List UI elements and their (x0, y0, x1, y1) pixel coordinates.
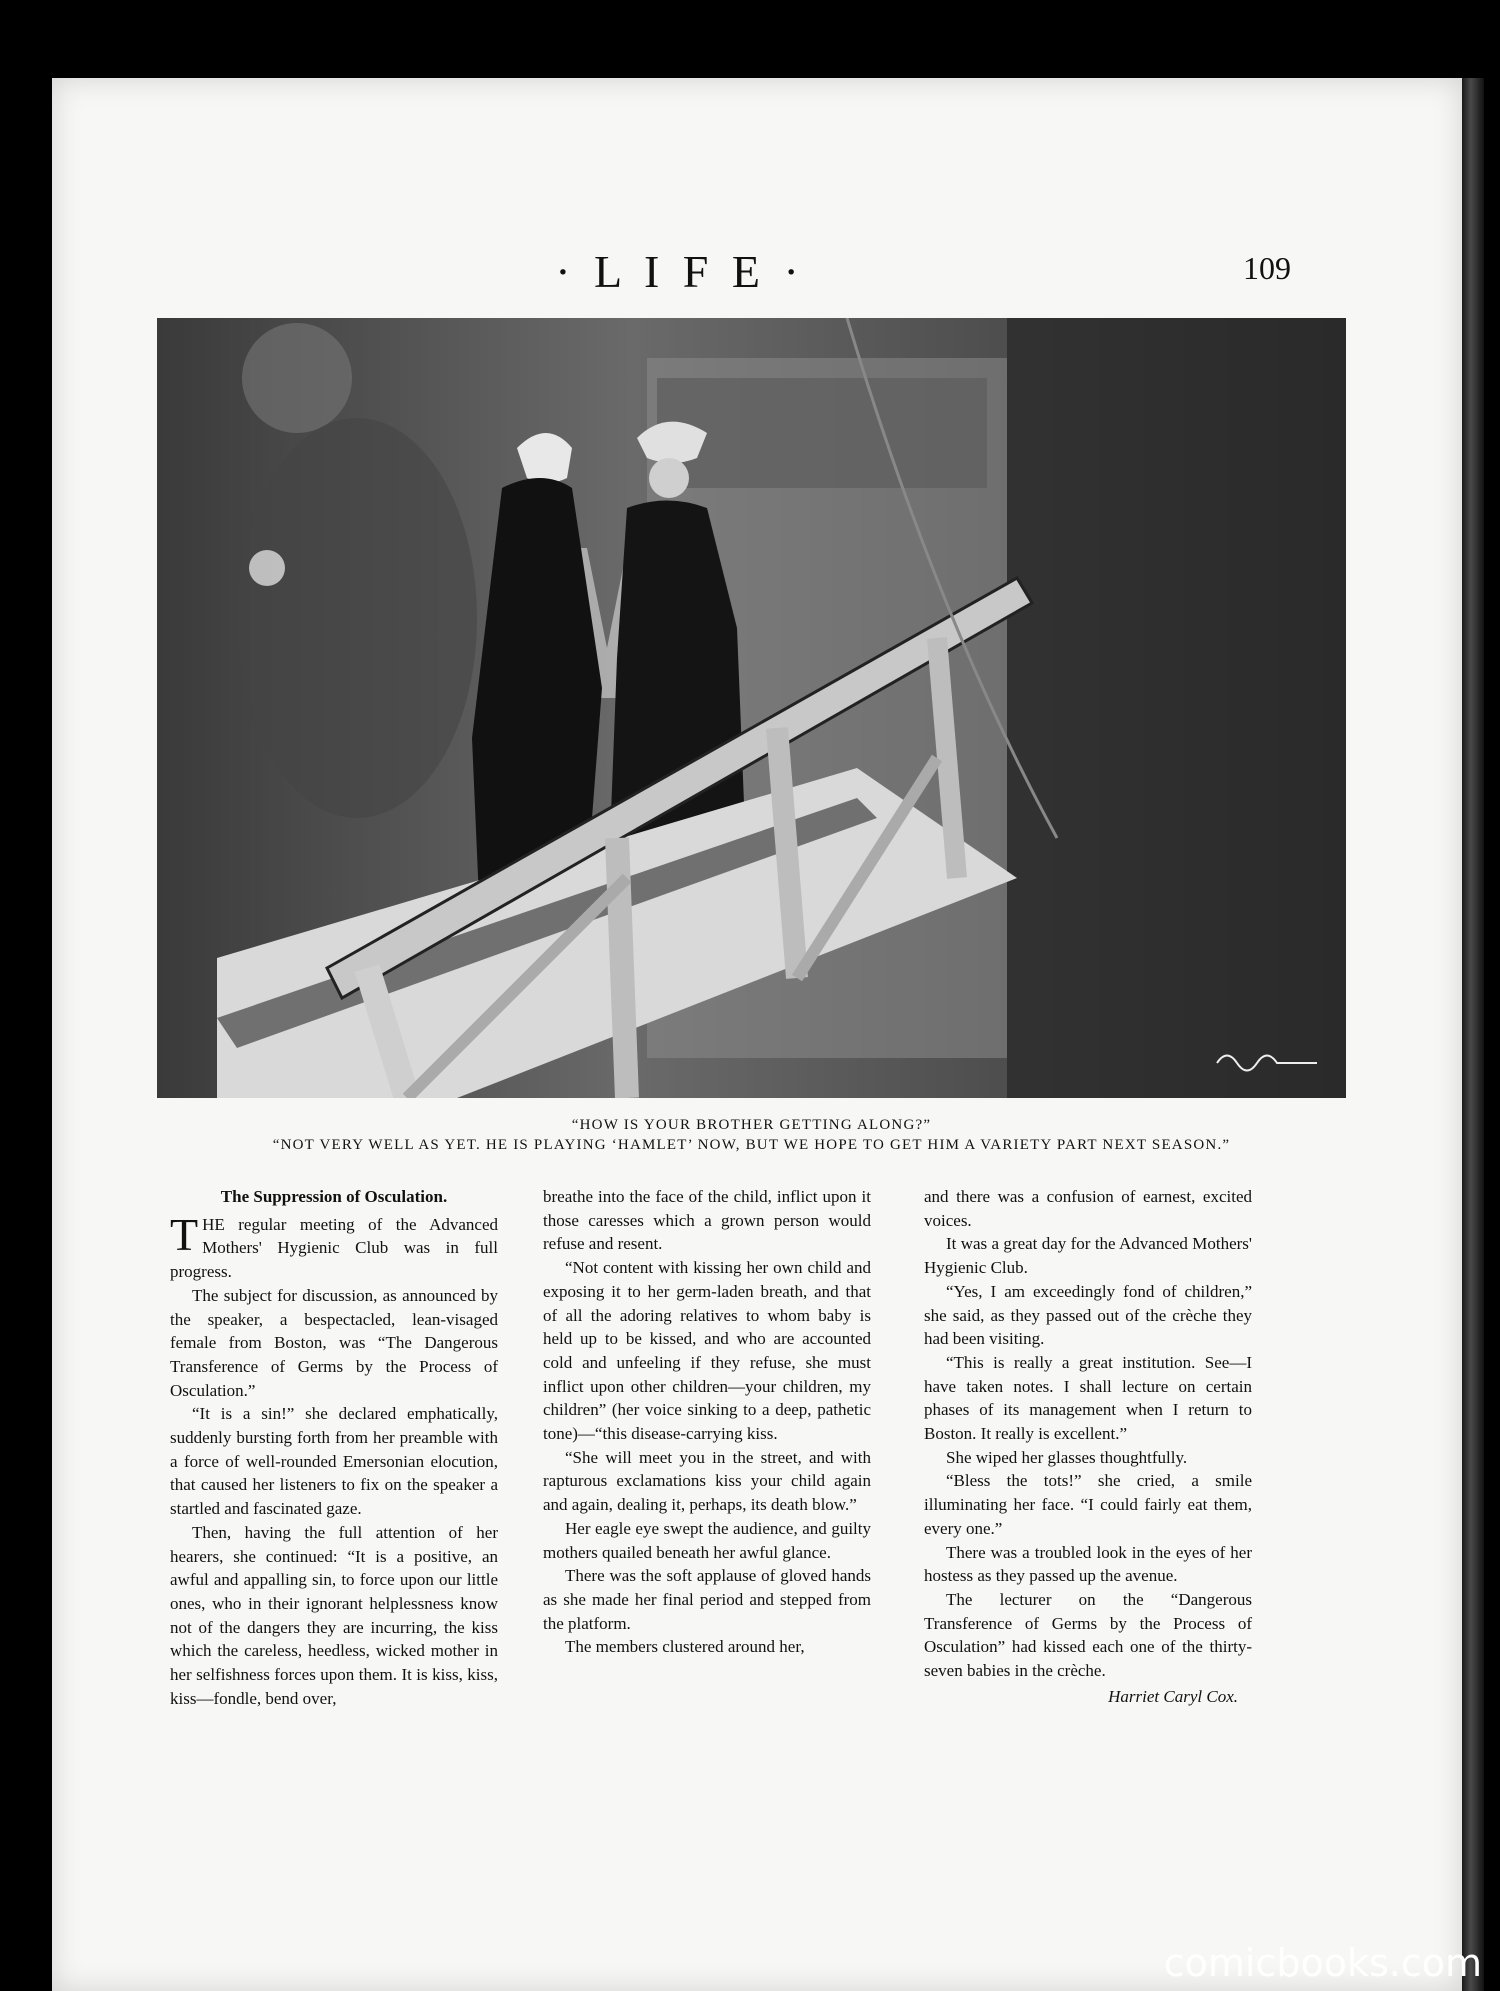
painted-figure (237, 418, 477, 818)
skull-detail (249, 550, 285, 586)
article-paragraph: “Not content with kissing her own child and exposing it to her germ-laden breath, and that of all the adoring relatives to whom baby is held up to be kissed, and who are accounted cold and unfeeling if they refuse, she must inflict upon other children—your children, my children” (her voice sinking to a deep, pathetic tone)—“this disease-carrying kiss. (543, 1258, 871, 1444)
face-right (649, 458, 689, 498)
article-paragraph: “It is a sin!” she declared emphatically, suddenly bursting forth from her preamble with a force of well-rounded Emersonian elocution, that caused her listeners to fix on the speaker a startled and fascinated gaze. (170, 1404, 498, 1519)
article-paragraph: Then, having the full attention of her hearers, she continued: “It is a positive, an awful and appalling sin, to force upon our little ones, who in their ignorant helplessness know not of the dangers they are incurring, the kiss which the careless, heedless, wicked mother in her selfishness forces upon them. It is kiss, kiss, kiss—fondle, bend over, (170, 1522, 498, 1708)
article-paragraph: “This is really a great institution. See—I have taken notes. I shall lecture on certain phases of its management when I return to Boston. It really is excellent.” (924, 1352, 1252, 1444)
article-paragraph: and there was a confusion of earnest, excited voices. (924, 1187, 1252, 1230)
article-paragraph: The members clustered around her, (565, 1637, 805, 1657)
illustration-caption (157, 1115, 1346, 1155)
backstage-dark (1007, 318, 1346, 1098)
article-paragraph: THE regular meeting of the Advanced Mothers' Hygienic Club was in full progress. (170, 1208, 498, 1282)
book-spine (1462, 78, 1484, 1991)
article-paragraph: Her eagle eye swept the audience, and guilty mothers quailed beneath her awful glance. (543, 1518, 871, 1562)
article-paragraph: The subject for discussion, as announced by the speaker, a bespectacled, lean-visaged female from Boston, was “The Dangerous Transference of Germs by the Process of Osculation.” (170, 1285, 498, 1400)
article-paragraph: There was the soft applause of gloved hands as she made her final period and stepped from the platform. (543, 1566, 871, 1633)
article-column-2 (543, 1185, 871, 1659)
article-paragraph: It was a great day for the Advanced Mothers' Hygienic Club. (924, 1234, 1252, 1278)
article-column-1 (170, 1185, 498, 1710)
article-column-3 (924, 1185, 1252, 1708)
article-paragraph: The lecturer on the “Dangerous Transference of Germs by the Process of Osculation” had kissed each one of the thirty-seven babies in the crèche. (924, 1589, 1252, 1681)
article-paragraph: She wiped her glasses thoughtfully. (946, 1447, 1188, 1467)
article-paragraph: There was a troubled look in the eyes of her hostess as they passed up the avenue. (924, 1542, 1252, 1586)
article-title: The Suppression of Osculation. (220, 1187, 448, 1206)
page-number: 109 (1243, 250, 1291, 286)
author-signature: Harriet Caryl Cox. (1108, 1686, 1238, 1706)
page-header-title: · L I F E · (555, 246, 805, 297)
illustration-drawing (157, 318, 1346, 1098)
mask-face (242, 323, 352, 433)
article-paragraph: breathe into the face of the child, inflict upon it those caresses which a grown person would refuse and resent. (543, 1187, 871, 1254)
watermark: comicbooks.com (1163, 1941, 1482, 1985)
caption-line-1: “HOW IS YOUR BROTHER GETTING ALONG?” (571, 1117, 932, 1133)
article-paragraph: “Bless the tots!” she cried, a smile illuminating her face. “I could fairly eat them, every one.” (924, 1471, 1252, 1538)
caption-line-2: “NOT VERY WELL AS YET. HE IS PLAYING ‘HAMLET’ NOW, BUT WE HOPE TO GET HIM A VARIETY PART NEXT SEASON.” (272, 1137, 1231, 1153)
article-paragraph: “Yes, I am exceedingly fond of children,” she said, as they passed out of the crèche they had been visiting. (924, 1281, 1252, 1349)
drop-cap: T (170, 1208, 199, 1260)
article-paragraph: “She will meet you in the street, and with rapturous exclamations kiss your child again and again, dealing it, perhaps, its death blow.” (543, 1447, 871, 1515)
illustration (157, 318, 1346, 1098)
